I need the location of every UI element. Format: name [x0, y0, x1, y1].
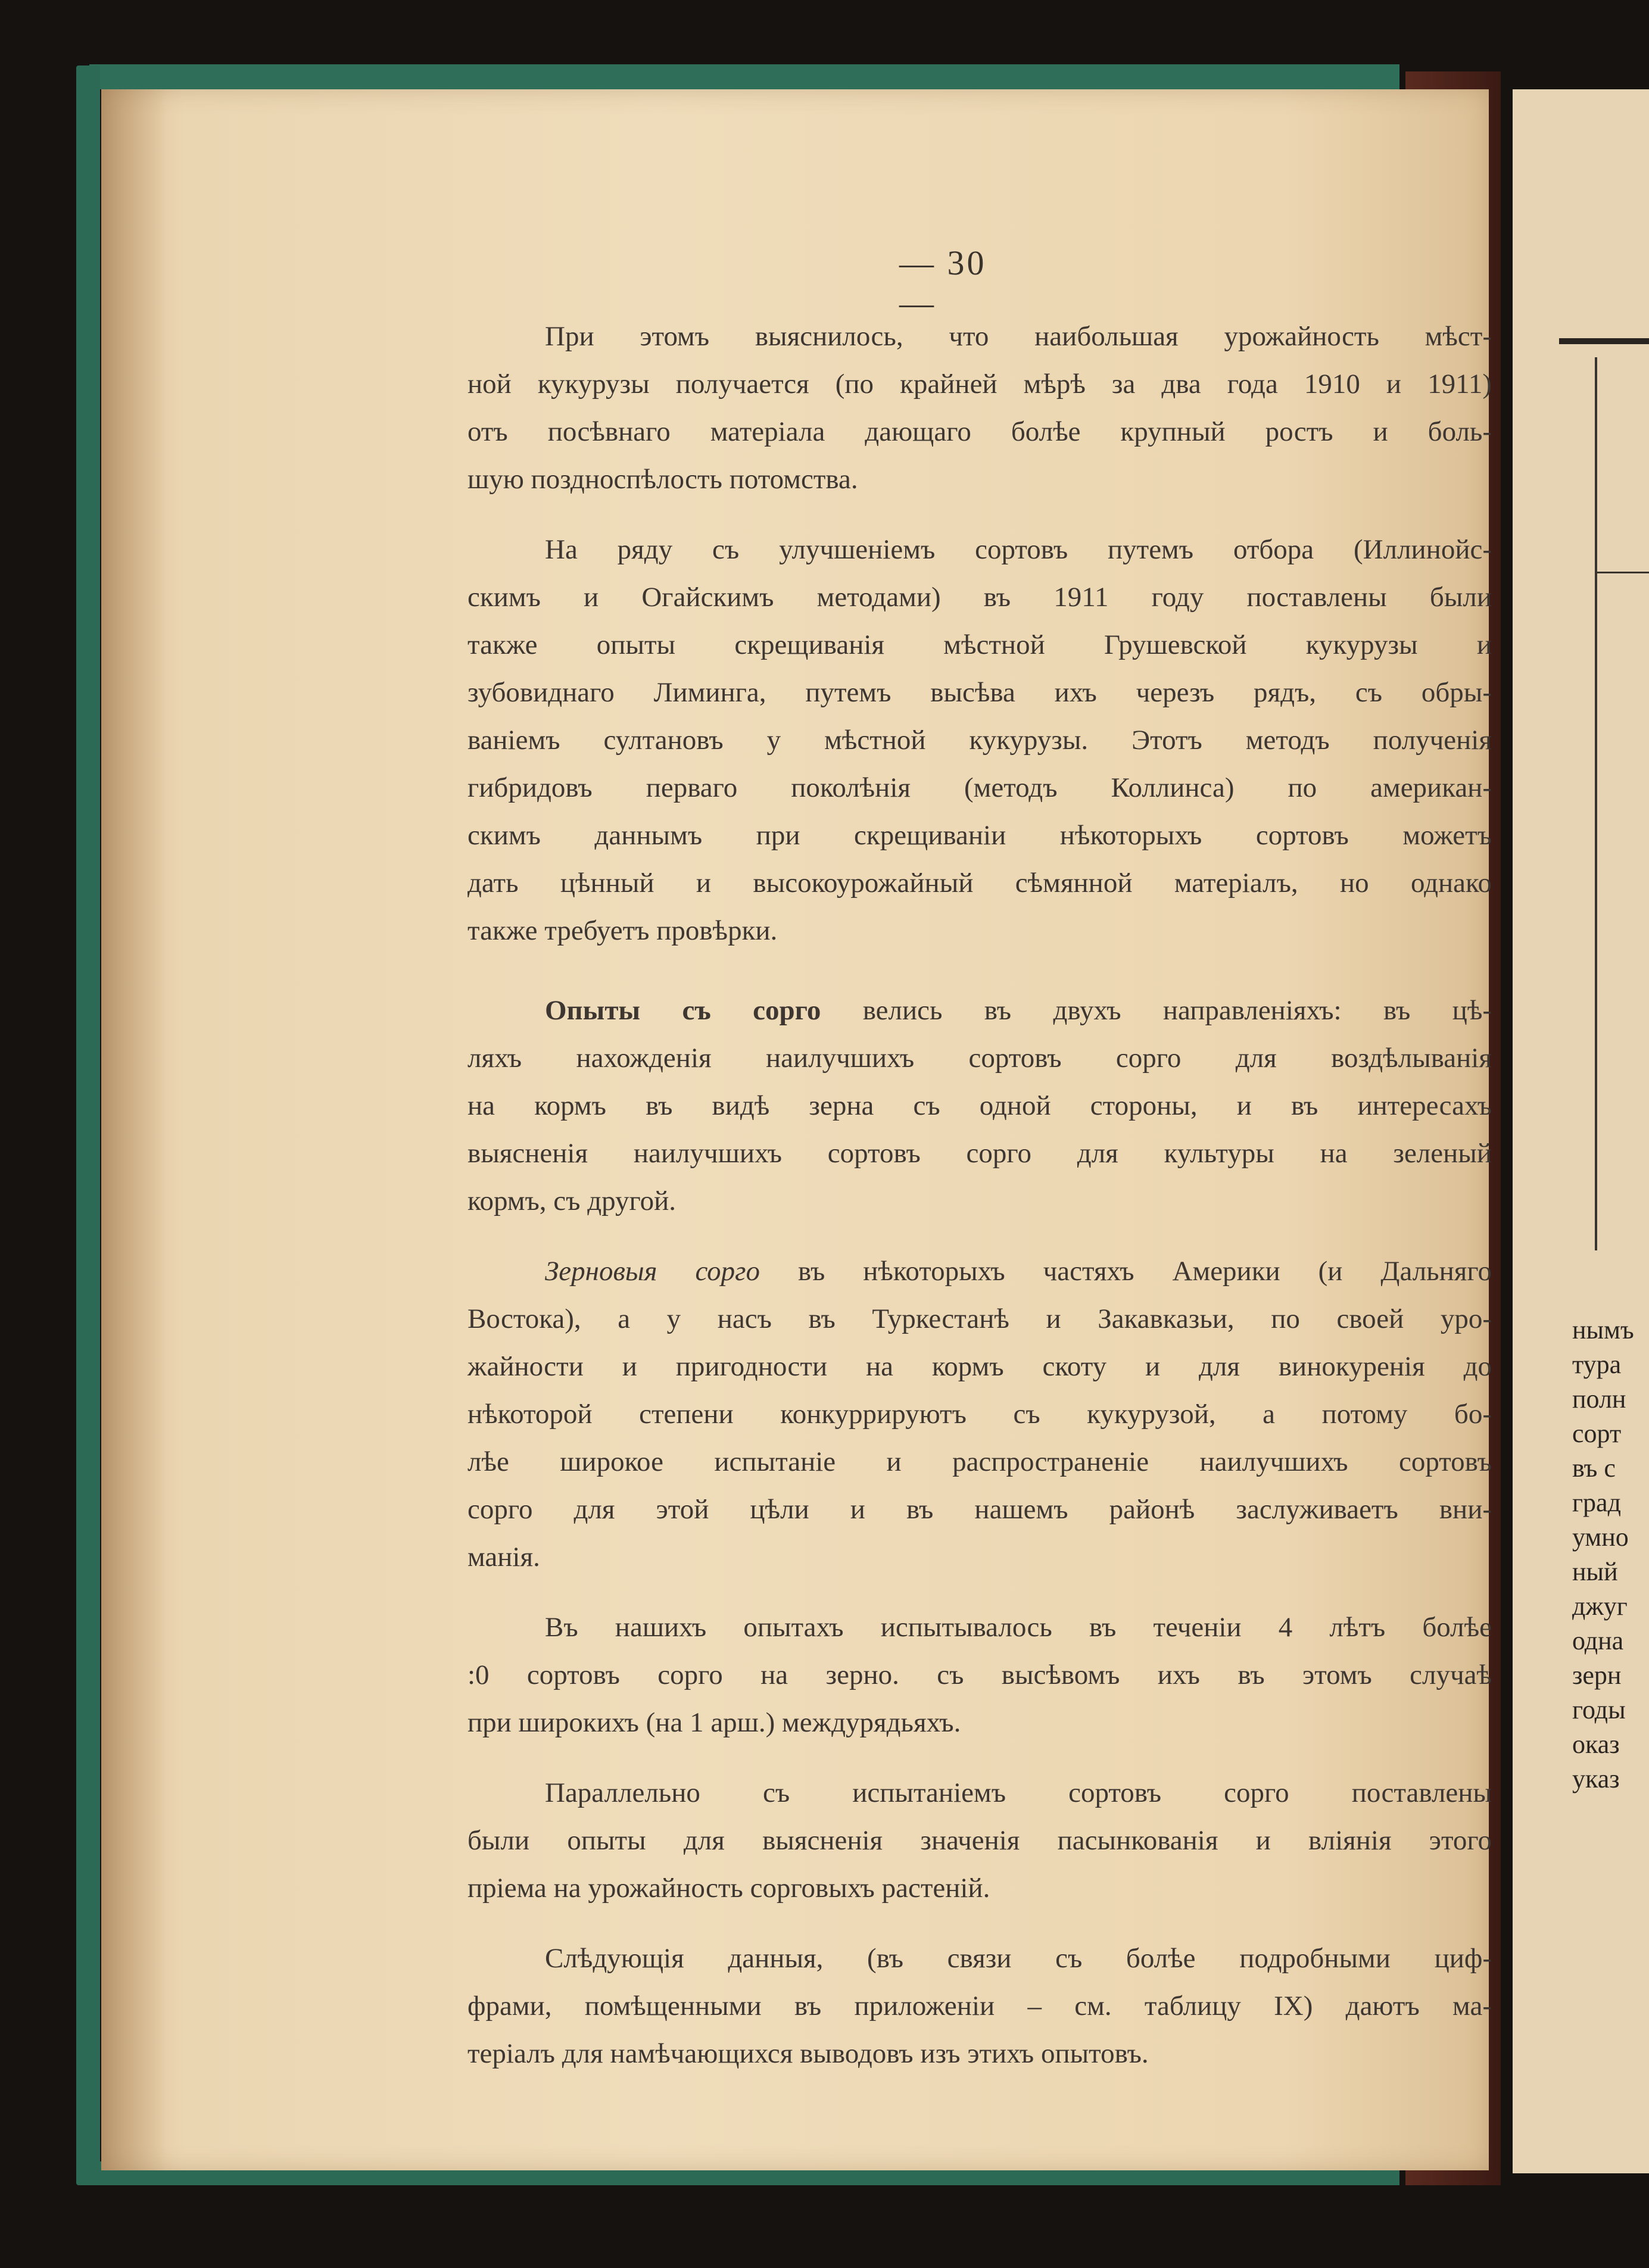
- line-text: также требуетъ провѣрки.: [467, 915, 778, 946]
- text-line: [467, 1699, 1492, 1746]
- text-line: [467, 360, 1492, 408]
- text-line: [467, 1295, 1492, 1343]
- paragraph: [467, 987, 1492, 1225]
- facing-page-fragment: нымъ: [1572, 1315, 1634, 1344]
- line-text: при широкихъ (на 1 арш.) междурядьяхъ.: [467, 1707, 961, 1738]
- text-line: [467, 621, 1492, 669]
- line-text: манія.: [467, 1542, 540, 1573]
- page-number: — 30 —: [899, 244, 987, 322]
- text-line: [467, 669, 1492, 716]
- facing-page-fragment: полн: [1572, 1384, 1626, 1414]
- facing-page-fragment: зерн: [1572, 1661, 1622, 1690]
- text-line: [467, 408, 1492, 456]
- line-text: гибридовъ перваго поколѣнія (методъ Коллинса) по американ-: [467, 772, 1492, 803]
- text-line: [467, 1034, 1492, 1082]
- facing-page-fragment: джуг: [1572, 1592, 1628, 1621]
- text-line: [467, 1130, 1492, 1177]
- text-line: [467, 859, 1492, 907]
- line-text: сорго для этой цѣли и въ нашемъ районѣ заслуживаетъ вни-: [467, 1494, 1492, 1525]
- facing-page-fragment: годы: [1572, 1695, 1626, 1724]
- paragraph: [467, 1247, 1492, 1581]
- page-gutter-shadow: [101, 89, 167, 2170]
- facing-page-fragment: тура: [1572, 1350, 1622, 1379]
- line-text: шую позднοспѣлость потомства.: [467, 464, 858, 495]
- text-line: [467, 1247, 1492, 1295]
- text-line: [467, 1817, 1492, 1864]
- line-text: Параллельно съ испытаніемъ сортовъ сорго поставлены: [545, 1777, 1492, 1808]
- line-text: кормъ, съ другой.: [467, 1186, 676, 1216]
- text-line: [467, 1486, 1492, 1533]
- facing-page-table-hline: [1596, 572, 1649, 573]
- facing-page-fragment: оказ: [1572, 1730, 1620, 1759]
- paragraph: [467, 526, 1492, 954]
- paragraph: [467, 1769, 1492, 1912]
- facing-page-fragment: указ: [1572, 1764, 1620, 1793]
- line-text: ляхъ нахожденія наилучшихъ сортовъ сорго для воздѣлыванія: [467, 1043, 1492, 1074]
- text-line: [467, 1982, 1492, 2030]
- text-line: [467, 716, 1492, 764]
- facing-page-text-fragments: [1572, 1313, 1649, 1796]
- facing-page-table-vline: [1595, 357, 1597, 1250]
- line-text: жайности и пригодности на кормъ скоту и для винокуренія до: [467, 1351, 1492, 1382]
- text-line: [467, 1864, 1492, 1912]
- line-text: На ряду съ улучшеніемъ сортовъ путемъ отбора (Иллинойс-: [545, 534, 1492, 565]
- section-heading: Опыты съ сорго: [545, 995, 821, 1026]
- page-body-text: [467, 313, 1492, 2100]
- text-line: [467, 764, 1492, 812]
- line-text: скимъ даннымъ при скрещиваніи нѣкоторыхъ сортовъ можетъ: [467, 820, 1492, 851]
- paragraph: [467, 313, 1492, 503]
- text-line: [467, 1935, 1492, 1982]
- line-text: выясненія наилучшихъ сортовъ сорго для культуры на зеленый: [467, 1138, 1492, 1169]
- paragraph: [467, 1935, 1492, 2077]
- text-line: [467, 987, 1492, 1034]
- line-text: также опыты скрещиванія мѣстной Грушевской кукурузы и: [467, 629, 1492, 660]
- facing-page: [1513, 89, 1649, 2173]
- line-text: :0 сортовъ сорго на зерно. съ высѣвомъ ихъ въ этомъ случаѣ: [467, 1659, 1492, 1690]
- text-line: [467, 1438, 1492, 1486]
- book-cover-edge-top: [89, 64, 1399, 89]
- line-text: велись въ двухъ направленіяхъ: въ цѣ-: [821, 995, 1492, 1026]
- line-text: были опыты для выясненія значенія пасынкованія и вліянія этого: [467, 1825, 1492, 1856]
- line-text: скимъ и Огайскимъ методами) въ 1911 году поставлены были: [467, 582, 1492, 613]
- text-line: [467, 1343, 1492, 1390]
- line-text: зубовиднаго Лиминга, путемъ высѣва ихъ черезъ рядъ, съ обры-: [467, 677, 1492, 708]
- facing-page-fragment: сорт: [1572, 1419, 1622, 1448]
- facing-page-fragment: ный: [1572, 1557, 1618, 1586]
- book-cover-edge-left: [76, 65, 100, 2185]
- italic-term: Зерновыя сорго: [545, 1256, 760, 1287]
- text-line: [467, 573, 1492, 621]
- line-text: При этомъ выяснилось, что наибольшая урожайность мѣст-: [545, 321, 1492, 352]
- line-text: Востока), а у насъ въ Туркестанѣ и Закавказьи, по своей уро-: [467, 1303, 1492, 1334]
- facing-page-fragment: умно: [1572, 1523, 1629, 1552]
- line-text: въ нѣкоторыхъ частяхъ Америки (и Дальняго: [760, 1256, 1492, 1287]
- text-line: [467, 2030, 1492, 2077]
- line-text: Въ нашихъ опытахъ испытывалось въ теченіи 4 лѣтъ болѣе: [545, 1612, 1492, 1643]
- line-text: теріалъ для намѣчающихся выводовъ изъ этихъ опытовъ.: [467, 2038, 1149, 2069]
- text-line: [467, 907, 1492, 954]
- line-text: фрами, помѣщенными въ приложеніи – см. таблицу IX) даютъ ма-: [467, 1991, 1492, 2021]
- text-line: [467, 1390, 1492, 1438]
- text-line: [467, 812, 1492, 859]
- facing-page-fragment: град: [1572, 1488, 1621, 1517]
- line-text: нѣкоторой степени конкуррируютъ съ кукурузой, а потому бо-: [467, 1399, 1492, 1430]
- line-text: дать цѣнный и высокоурожайный сѣмянной матеріалъ, но однако: [467, 868, 1492, 899]
- line-text: пріема на урожайность сорговыхъ растеній.: [467, 1873, 990, 1904]
- facing-page-fragment: въ с: [1572, 1453, 1616, 1483]
- text-line: [467, 526, 1492, 573]
- text-line: [467, 1651, 1492, 1699]
- text-line: [467, 1769, 1492, 1817]
- line-text: ной кукурузы получается (по крайней мѣрѣ за два года 1910 и 1911): [467, 369, 1492, 400]
- text-line: [467, 1603, 1492, 1651]
- text-line: [467, 313, 1492, 360]
- text-line: [467, 1177, 1492, 1225]
- line-text: ваніемъ султановъ у мѣстной кукурузы. Этотъ методъ полученія: [467, 725, 1492, 756]
- line-text: Слѣдующія данныя, (въ связи съ болѣе подробными циф-: [545, 1943, 1492, 1974]
- facing-page-fragment: одна: [1572, 1626, 1624, 1655]
- line-text: лѣе широкое испытаніе и распространеніе наилучшихъ сортовъ: [467, 1446, 1492, 1477]
- line-text: на кормъ въ видѣ зерна съ одной стороны, и въ интересахъ: [467, 1090, 1492, 1121]
- text-line: [467, 1082, 1492, 1130]
- paragraph: [467, 1603, 1492, 1746]
- text-line: [467, 1533, 1492, 1581]
- line-text: отъ посѣвнаго матеріала дающаго болѣе крупный ростъ и боль-: [467, 416, 1492, 447]
- facing-page-table-rule: [1559, 338, 1649, 344]
- text-line: [467, 456, 1492, 503]
